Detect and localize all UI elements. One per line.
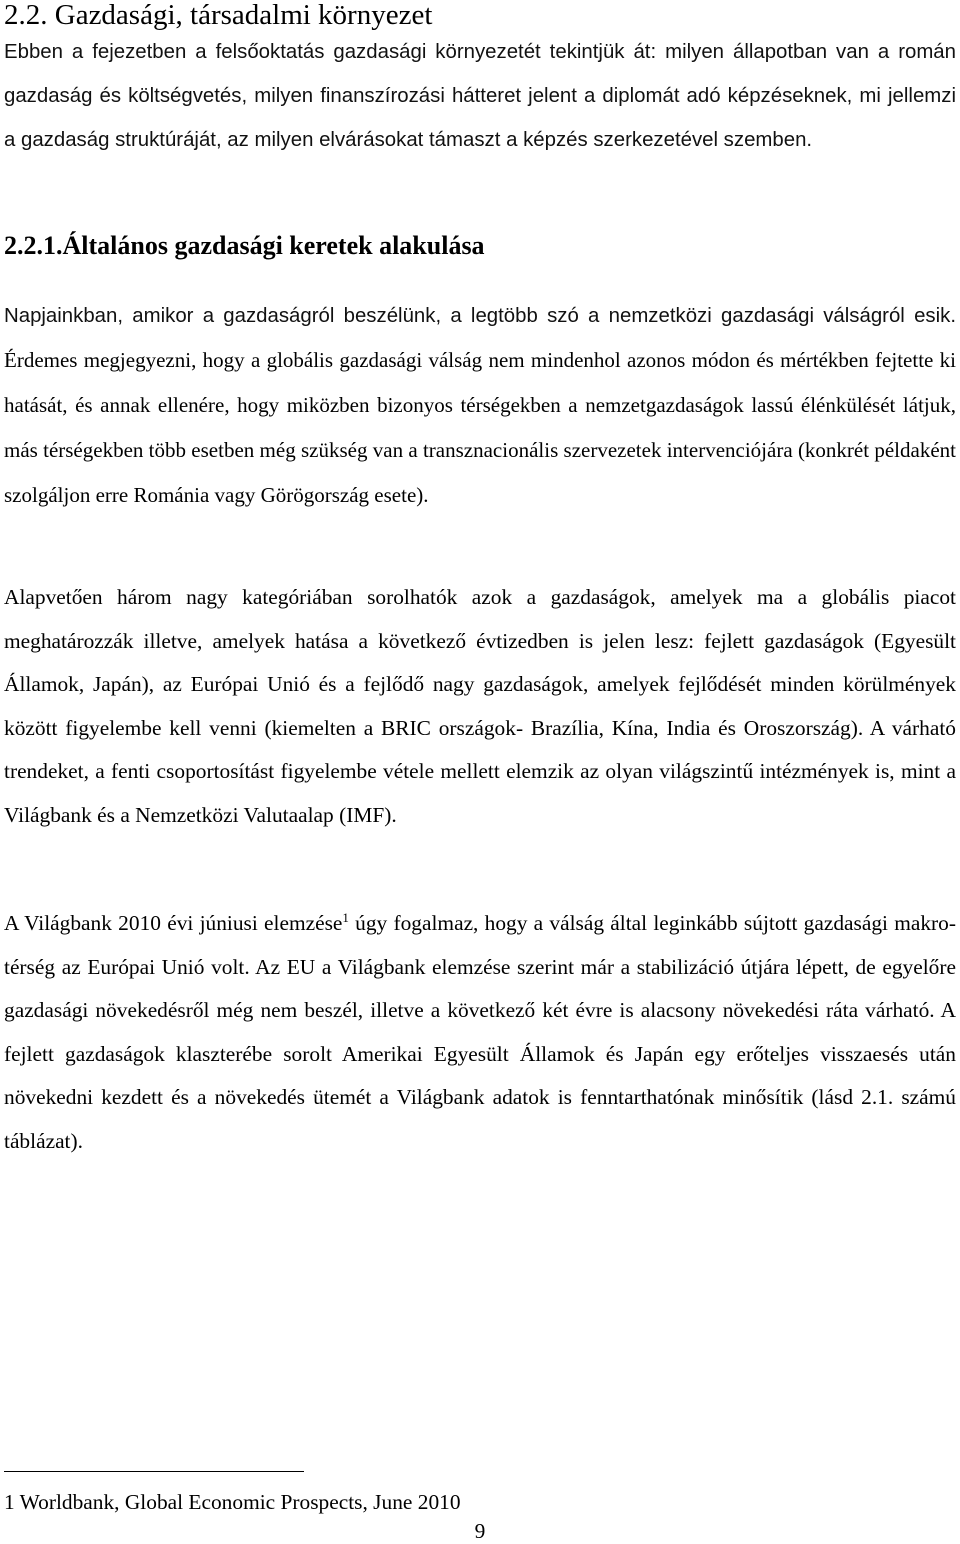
footnote-reference[interactable]: 1 (342, 909, 349, 925)
page-number: 9 (474, 1519, 486, 1543)
paragraph-3-start: A Világbank 2010 évi júniusi elemzése (4, 911, 343, 935)
body-paragraph-1 (4, 294, 956, 518)
paragraph-3-rest: úgy fogalmaz, hogy a válság által leginkább sújtott gazdasági makro-térség az Európai Unió volt. Az EU a Világbank elemzése szerint már a stabilizáció útjára lépett, de egyelőre gazdasági növekedésről még nem beszél, illetve a következő két évre is alacsony növekedési ráta várható. A fejlett gazdaságok klaszterébe sorolt Amerikai Egyesült Államok és Japán egy erőteljes visszaesés után növekedni kezdett és a növekedés ütemét a Világbank adatok is fenntarthatónak minősítik (lásd 2.1. számú táblázat). (4, 911, 956, 1153)
intro-paragraph: Ebben a fejezetben a felsőoktatás gazdasági környezetét tekintjük át: milyen állapotban van a román gazdaság és költségvetés, milyen finanszírozási hátteret jelent a diplomát adó képzéseknek, mi jellemzi a gazdaság struktúráját, az milyen elvárásokat támaszt a képzés szerkezetével szemben. (4, 41, 956, 151)
paragraph-1-continuation: Érdemes megjegyezni, hogy a globális gazdasági válság nem mindenhol azonos módon és mértékben fejtette ki hatását, és annak ellenére, hogy miközben bizonyos térségekben a nemzetgazdaságok lassú élénkülését látjuk, más térségekben több esetben még szükség van a transznacionális szervezetek intervenciójára (konkrét példaként szolgáljon erre Románia vagy Görögország esete). (4, 348, 956, 507)
footnote-divider (4, 1471, 304, 1472)
paragraph-1-opening: Napjainkban, amikor a gazdaságról beszélünk, a legtöbb szó a nemzetközi gazdasági válságról esik. (4, 305, 956, 327)
body-paragraph-3 (4, 902, 956, 1164)
section-heading: 2.2. Gazdasági, társadalmi környezet (4, 0, 433, 31)
body-paragraph-2: Alapvetően három nagy kategóriában sorolhatók azok a gazdaságok, amelyek ma a globális piacot meghatározzák illetve, amelyek hatása a következő évtizedben is jelen lesz: fejlett gazdaságok (Egyesült Államok, Japán), az Európai Unió és a fejlődő nagy gazdaságok, amelyek fejlődését minden körülmények között figyelembe kell venni (kiemelten a BRIC országok- Brazília, Kína, India és Oroszország). A várható trendeket, a fenti csoportosítást figyelembe vétele mellett elemzik az olyan világszintű intézmények is, mint a Világbank és a Nemzetközi Valutaalap (IMF). (4, 585, 956, 827)
footnote-text: 1 Worldbank, Global Economic Prospects, June 2010 (4, 1490, 461, 1514)
subsection-heading: 2.2.1.Általános gazdasági keretek alakulása (4, 231, 485, 260)
